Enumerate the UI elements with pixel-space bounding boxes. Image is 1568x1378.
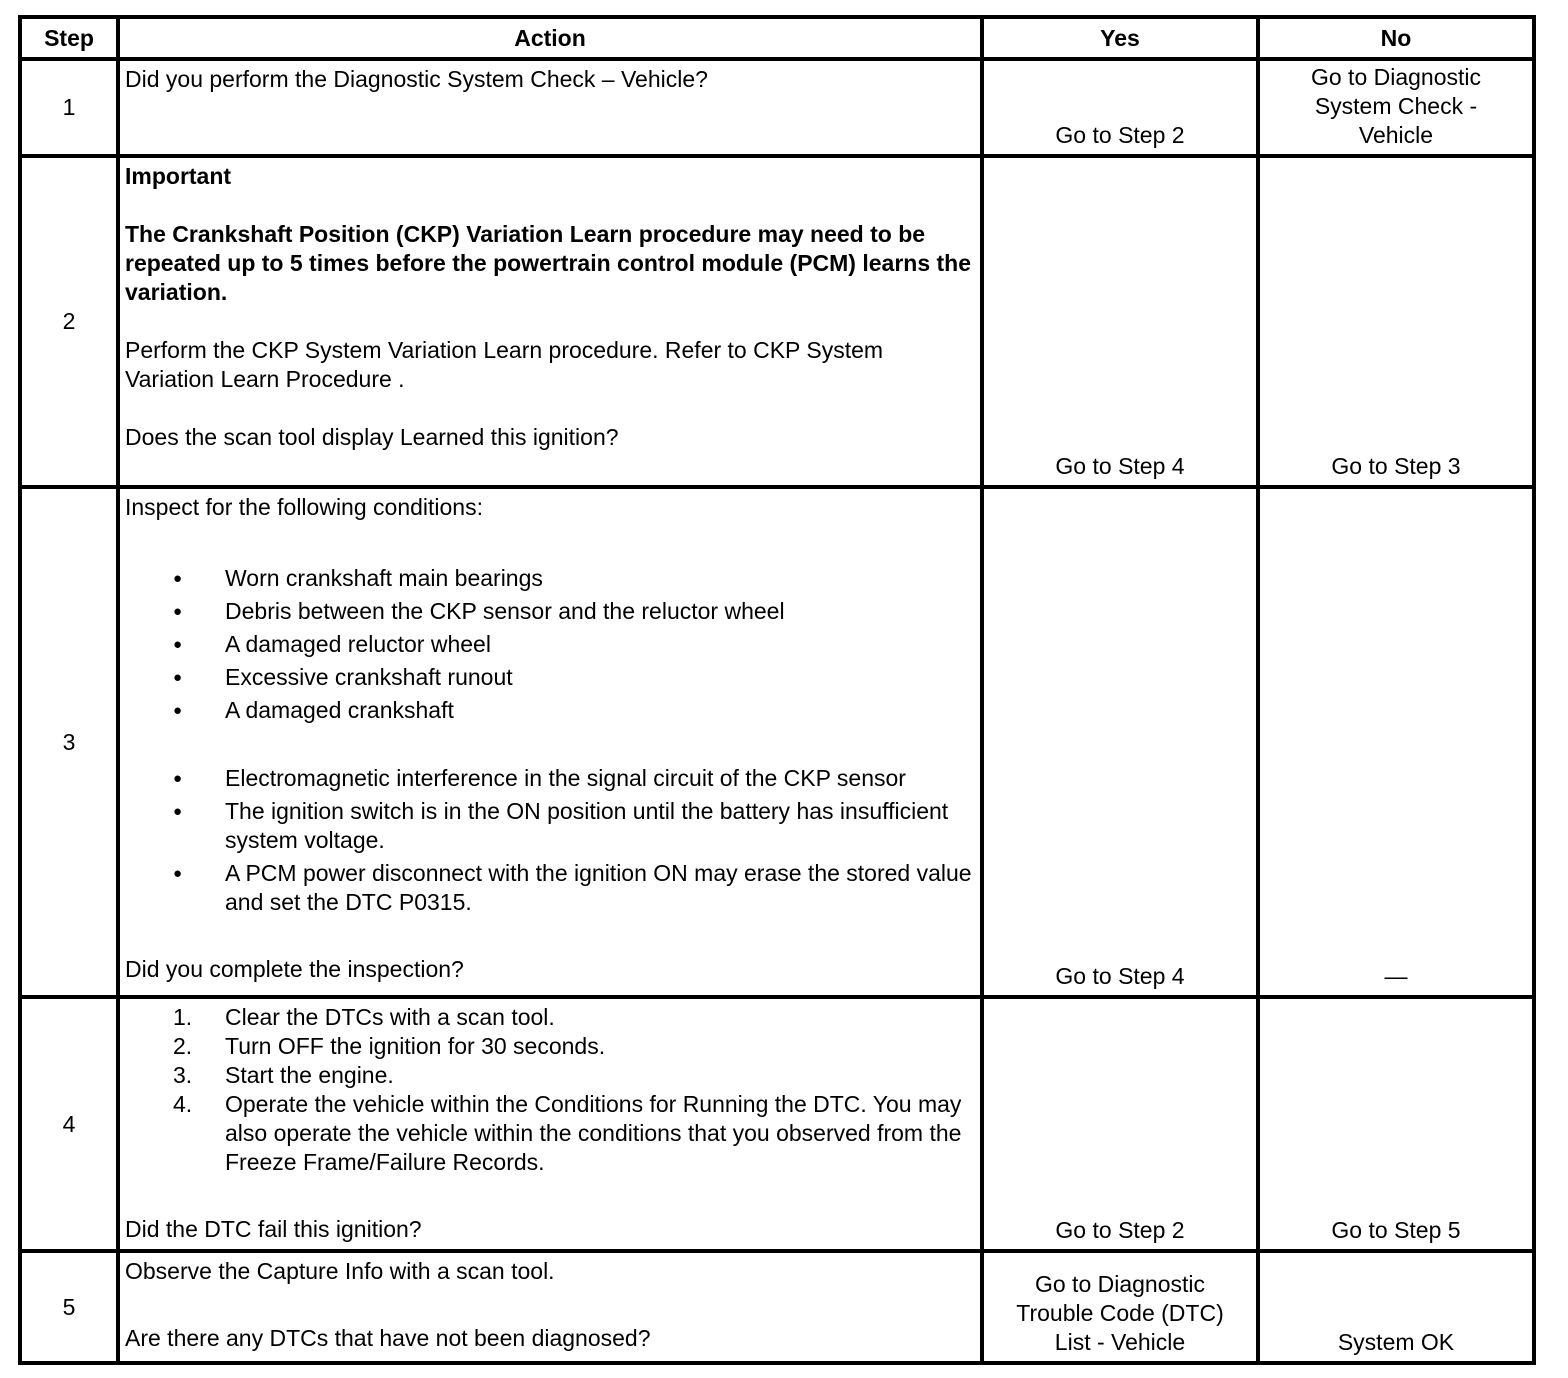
yes-text: Go to Diagnostic Trouble Code (DTC) List - Vehicle [1016,1271,1224,1355]
list-item: ● A PCM power disconnect with the ignition ON may erase the stored value and set the DTC P0315. [125,859,975,917]
no-cell: Go to Step 3 [1258,156,1534,487]
no-cell: Go to Step 5 [1258,997,1534,1251]
header-row [20,17,1534,59]
action-cell [118,1251,982,1363]
table-row [20,1251,1534,1363]
yes-cell: Go to Step 2 [982,997,1258,1251]
step-number: 4 [20,997,118,1251]
no-cell: — [1258,487,1534,997]
list-item: ● A damaged crankshaft [125,696,975,725]
yes-cell: Go to Step 4 [982,487,1258,997]
action-cell [118,59,982,156]
action-instruction: Observe the Capture Info with a scan tool. [125,1258,555,1284]
table-row [20,487,1534,997]
table-row [20,156,1534,487]
step-number: 2 [20,156,118,487]
important-text: The Crankshaft Position (CKP) Variation Learn procedure may need to be repeated up to 5 times before the powertrain control module (PCM) learns the variation. [125,221,972,305]
no-text: Go to Diagnostic System Check - Vehicle [1310,64,1482,148]
action-question: Are there any DTCs that have not been diagnosed? [125,1325,651,1351]
list-item: ● Debris between the CKP sensor and the reluctor wheel [125,597,975,626]
action-instruction: Perform the CKP System Variation Learn procedure. Refer to CKP System Variation Learn Procedure . [125,337,884,392]
header-no: No [1258,17,1534,59]
header-yes: Yes [982,17,1258,59]
list-number: 1. [173,1004,193,1030]
yes-cell: Go to Step 4 [982,156,1258,487]
action-question: Did you complete the inspection? [125,956,464,982]
list-item: ● Worn crankshaft main bearings [125,564,975,593]
list-item: ● The ignition switch is in the ON position until the battery has insufficient system voltage. [125,797,975,855]
list-number: 4. [173,1091,193,1117]
action-intro: Inspect for the following conditions: [125,494,483,520]
header-step: Step [20,17,118,59]
step-number: 5 [20,1251,118,1363]
diagnostic-table [18,15,1536,1365]
procedure-list [125,1003,975,1177]
action-question: Did you perform the Diagnostic System Check – Vehicle? [125,66,708,92]
list-number: 2. [173,1033,193,1059]
action-cell [118,997,982,1251]
list-text: Start the engine. [225,1062,394,1088]
action-cell [118,487,982,997]
step-number: 3 [20,487,118,997]
action-question: Does the scan tool display Learned this ignition? [125,424,619,450]
list-item: ● Excessive crankshaft runout [125,663,975,692]
condition-list-b [125,764,975,917]
list-item: ● A damaged reluctor wheel [125,630,975,659]
condition-list-a [125,564,975,725]
important-title: Important [125,163,232,189]
no-cell [1258,59,1534,156]
no-cell: System OK [1258,1251,1534,1363]
list-item [125,1003,975,1032]
list-item [125,1090,975,1177]
list-item [125,1032,975,1061]
yes-cell [982,1251,1258,1363]
header-action: Action [118,17,982,59]
list-item [125,1061,975,1090]
step-number: 1 [20,59,118,156]
list-text: Clear the DTCs with a scan tool. [225,1004,555,1030]
yes-cell: Go to Step 2 [982,59,1258,156]
table-row [20,59,1534,156]
list-item: ● Electromagnetic interference in the signal circuit of the CKP sensor [125,764,975,793]
action-cell [118,156,982,487]
list-text: Operate the vehicle within the Conditions for Running the DTC. You may also operate the vehicle within the conditions that you observed from the Freeze Frame/Failure Records. [225,1091,962,1175]
action-question: Did the DTC fail this ignition? [125,1216,422,1242]
list-number: 3. [173,1062,193,1088]
table-row [20,997,1534,1251]
list-text: Turn OFF the ignition for 30 seconds. [225,1033,606,1059]
